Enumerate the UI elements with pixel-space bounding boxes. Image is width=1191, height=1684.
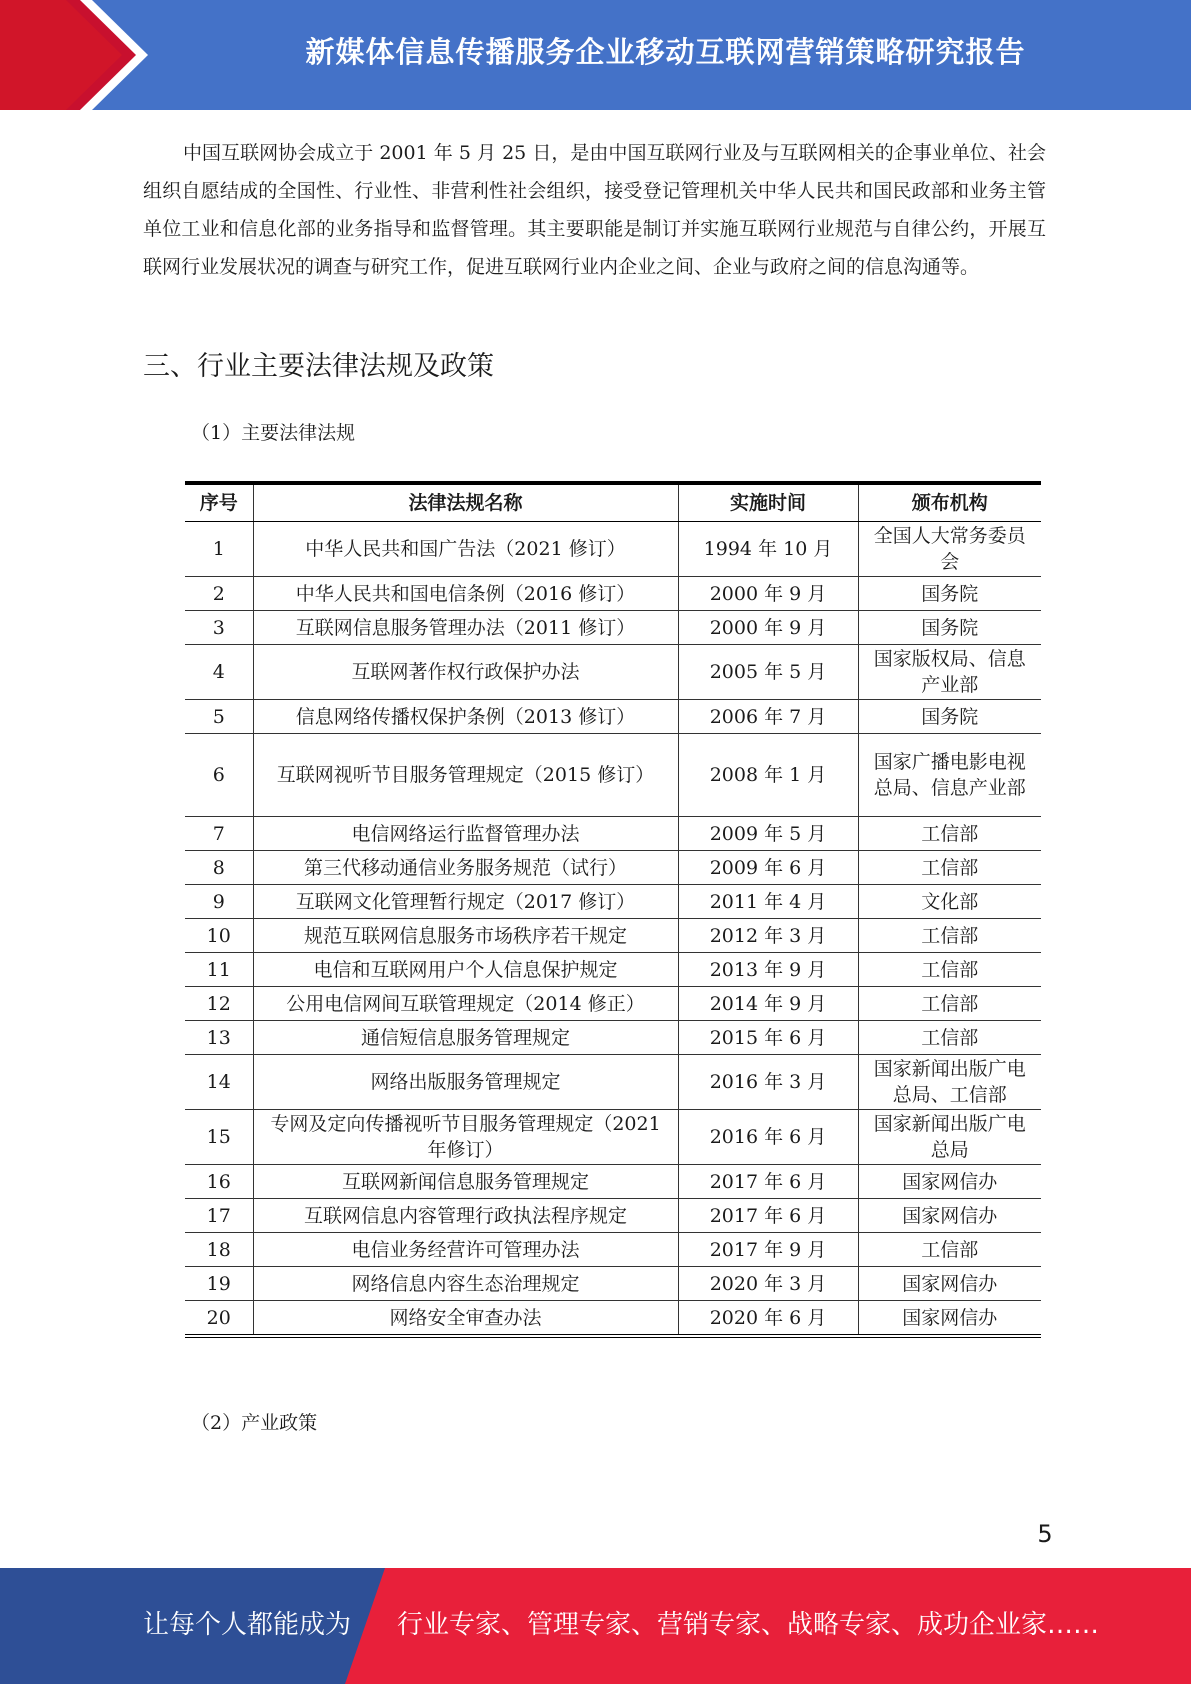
cell-effective-date: 2000 年 9 月 — [678, 577, 858, 611]
cell-effective-date: 2016 年 3 月 — [678, 1055, 858, 1110]
cell-law-name: 互联网新闻信息服务管理规定 — [253, 1165, 678, 1199]
cell-number: 3 — [185, 611, 253, 645]
cell-law-name: 中华人民共和国电信条例（2016 修订） — [253, 577, 678, 611]
cell-number: 20 — [185, 1301, 253, 1337]
table-row — [185, 987, 1041, 1021]
cell-law-name: 电信业务经营许可管理办法 — [253, 1233, 678, 1267]
cell-effective-date: 2017 年 6 月 — [678, 1165, 858, 1199]
cell-issuing-body: 国家新闻出版广电总局、工信部 — [858, 1055, 1041, 1110]
page-number: 5 — [1037, 1520, 1053, 1548]
cell-issuing-body: 国家广播电影电视总局、信息产业部 — [858, 734, 1041, 817]
footer-slogan-right: 行业专家、管理专家、营销专家、战略专家、成功企业家…… — [397, 1610, 1100, 1640]
cell-number: 12 — [185, 987, 253, 1021]
cell-law-name: 通信短信息服务管理规定 — [253, 1021, 678, 1055]
cell-issuing-body: 工信部 — [858, 1021, 1041, 1055]
cell-law-name: 网络安全审查办法 — [253, 1301, 678, 1337]
cell-issuing-body: 全国人大常务委员会 — [858, 522, 1041, 577]
cell-law-name: 网络信息内容生态治理规定 — [253, 1267, 678, 1301]
table-row — [185, 817, 1041, 851]
cell-issuing-body: 国家网信办 — [858, 1199, 1041, 1233]
cell-effective-date: 2015 年 6 月 — [678, 1021, 858, 1055]
cell-number: 19 — [185, 1267, 253, 1301]
footer-banner — [0, 1568, 1191, 1684]
cell-law-name: 规范互联网信息服务市场秩序若干规定 — [253, 919, 678, 953]
cell-law-name: 互联网信息服务管理办法（2011 修订） — [253, 611, 678, 645]
cell-issuing-body: 国务院 — [858, 577, 1041, 611]
table-row — [185, 1021, 1041, 1055]
cell-number: 11 — [185, 953, 253, 987]
header-arrow-decoration — [0, 0, 150, 110]
footer-slogan-left: 让每个人都能成为 — [143, 1610, 352, 1640]
cell-number: 8 — [185, 851, 253, 885]
cell-law-name: 专网及定向传播视听节目服务管理规定（2021 年修订） — [253, 1110, 678, 1165]
table-row — [185, 611, 1041, 645]
cell-number: 4 — [185, 645, 253, 700]
cell-law-name: 中华人民共和国广告法（2021 修订） — [253, 522, 678, 577]
header-law-name: 法律法规名称 — [253, 483, 678, 522]
cell-law-name: 网络出版服务管理规定 — [253, 1055, 678, 1110]
table-row — [185, 1110, 1041, 1165]
table-row — [185, 577, 1041, 611]
cell-number: 2 — [185, 577, 253, 611]
cell-law-name: 电信网络运行监督管理办法 — [253, 817, 678, 851]
cell-issuing-body: 工信部 — [858, 1233, 1041, 1267]
cell-issuing-body: 工信部 — [858, 919, 1041, 953]
cell-number: 18 — [185, 1233, 253, 1267]
laws-table — [185, 481, 1041, 1338]
cell-law-name: 信息网络传播权保护条例（2013 修订） — [253, 700, 678, 734]
cell-effective-date: 2017 年 9 月 — [678, 1233, 858, 1267]
cell-law-name: 互联网文化管理暂行规定（2017 修订） — [253, 885, 678, 919]
table-row — [185, 734, 1041, 817]
table-row — [185, 1055, 1041, 1110]
header-banner — [0, 0, 1191, 110]
cell-effective-date: 2017 年 6 月 — [678, 1199, 858, 1233]
cell-effective-date: 2013 年 9 月 — [678, 953, 858, 987]
intro-paragraph: 中国互联网协会成立于 2001 年 5 月 25 日，是由中国互联网行业及与互联网相关的企事业单位、社会组织自愿结成的全国性、行业性、非营利性社会组织，接受登记管理机关中华人民共和国民政部和业务主管单位工业和信息化部的业务指导和监督管理。其主要职能是制订并实施互联网行业规范与自律公约，开展互联网行业发展状况的调查与研究工作，促进互联网行业内企业之间、企业与政府之间的信息沟通等。 — [143, 142, 1046, 278]
table-body — [185, 522, 1041, 1337]
table-row — [185, 919, 1041, 953]
cell-issuing-body: 国家网信办 — [858, 1267, 1041, 1301]
cell-number: 10 — [185, 919, 253, 953]
table-row — [185, 953, 1041, 987]
header-issuing-body: 颁布机构 — [858, 483, 1041, 522]
table-row — [185, 700, 1041, 734]
cell-issuing-body: 国务院 — [858, 700, 1041, 734]
report-title: 新媒体信息传播服务企业移动互联网营销策略研究报告 — [305, 34, 1026, 69]
cell-number: 7 — [185, 817, 253, 851]
table-row — [185, 1165, 1041, 1199]
cell-issuing-body: 国家网信办 — [858, 1165, 1041, 1199]
cell-number: 9 — [185, 885, 253, 919]
cell-law-name: 互联网视听节目服务管理规定（2015 修订） — [253, 734, 678, 817]
cell-law-name: 第三代移动通信业务服务规范（试行） — [253, 851, 678, 885]
cell-law-name: 公用电信网间互联管理规定（2014 修正） — [253, 987, 678, 1021]
cell-number: 14 — [185, 1055, 253, 1110]
table-row — [185, 885, 1041, 919]
cell-issuing-body: 国务院 — [858, 611, 1041, 645]
table-row — [185, 1301, 1041, 1337]
cell-effective-date: 2020 年 6 月 — [678, 1301, 858, 1337]
cell-law-name: 互联网信息内容管理行政执法程序规定 — [253, 1199, 678, 1233]
cell-number: 1 — [185, 522, 253, 577]
cell-effective-date: 1994 年 10 月 — [678, 522, 858, 577]
cell-number: 17 — [185, 1199, 253, 1233]
cell-issuing-body: 国家新闻出版广电总局 — [858, 1110, 1041, 1165]
cell-number: 13 — [185, 1021, 253, 1055]
header-number: 序号 — [185, 483, 253, 522]
cell-issuing-body: 工信部 — [858, 953, 1041, 987]
cell-effective-date: 2000 年 9 月 — [678, 611, 858, 645]
header-effective-date: 实施时间 — [678, 483, 858, 522]
cell-issuing-body: 文化部 — [858, 885, 1041, 919]
cell-effective-date: 2006 年 7 月 — [678, 700, 858, 734]
table-row — [185, 645, 1041, 700]
cell-law-name: 互联网著作权行政保护办法 — [253, 645, 678, 700]
table-header-row — [185, 483, 1041, 522]
cell-issuing-body: 工信部 — [858, 851, 1041, 885]
sub-heading-policies: （2）产业政策 — [191, 1412, 318, 1434]
cell-issuing-body: 工信部 — [858, 817, 1041, 851]
table-row — [185, 851, 1041, 885]
table-row — [185, 1233, 1041, 1267]
section-heading: 三、行业主要法律法规及政策 — [143, 351, 494, 382]
cell-effective-date: 2011 年 4 月 — [678, 885, 858, 919]
cell-effective-date: 2005 年 5 月 — [678, 645, 858, 700]
table-row — [185, 1199, 1041, 1233]
cell-number: 15 — [185, 1110, 253, 1165]
cell-effective-date: 2009 年 5 月 — [678, 817, 858, 851]
cell-number: 5 — [185, 700, 253, 734]
table-row — [185, 1267, 1041, 1301]
cell-number: 6 — [185, 734, 253, 817]
cell-effective-date: 2020 年 3 月 — [678, 1267, 858, 1301]
cell-effective-date: 2009 年 6 月 — [678, 851, 858, 885]
cell-effective-date: 2014 年 9 月 — [678, 987, 858, 1021]
cell-number: 16 — [185, 1165, 253, 1199]
cell-effective-date: 2016 年 6 月 — [678, 1110, 858, 1165]
cell-issuing-body: 工信部 — [858, 987, 1041, 1021]
cell-effective-date: 2012 年 3 月 — [678, 919, 858, 953]
cell-law-name: 电信和互联网用户个人信息保护规定 — [253, 953, 678, 987]
sub-heading-laws: （1）主要法律法规 — [191, 422, 356, 444]
cell-issuing-body: 国家版权局、信息产业部 — [858, 645, 1041, 700]
table-row — [185, 522, 1041, 577]
cell-issuing-body: 国家网信办 — [858, 1301, 1041, 1337]
cell-effective-date: 2008 年 1 月 — [678, 734, 858, 817]
